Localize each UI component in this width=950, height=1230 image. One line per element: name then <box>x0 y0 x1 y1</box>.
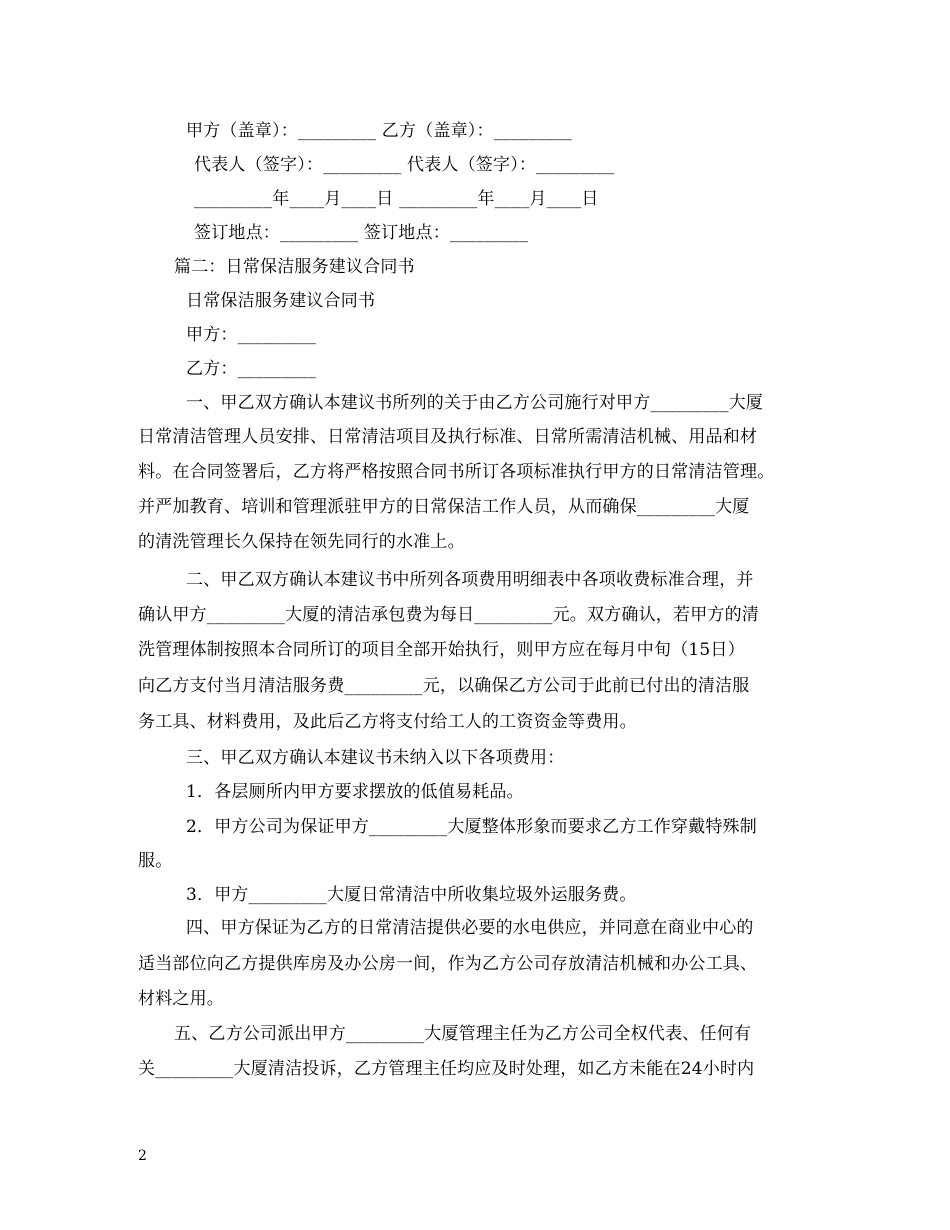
body-line: 二、甲乙双方确认本建议书中所列各项费用明细表中各项收费标准合理，并 <box>186 570 754 590</box>
signature-line-3: _________年____月____日 _________年____月____日 <box>194 189 599 209</box>
body-line: 的清洗管理长久保持在领先同行的水准上。 <box>138 532 465 552</box>
signature-line-1: 甲方（盖章）：_________ 乙方（盖章）：_________ <box>186 121 573 141</box>
body-line: 服。 <box>138 851 173 871</box>
body-line: 1．各层厕所内甲方要求摆放的低值易耗品。 <box>186 782 524 802</box>
body-line: 一、甲乙双方确认本建议书所列的关于由乙方公司施行对甲方_________大厦 <box>186 393 764 413</box>
body-line: 确认甲方_________大厦的清洁承包费为每日_________元。双方确认，若甲方的清 <box>138 605 759 625</box>
body-line: 并严加教育、培训和管理派驻甲方的日常保洁工作人员，从而确保_________大厦 <box>138 497 750 517</box>
body-line: 关_________大厦清洁投诉，乙方管理主任均应及时处理，如乙方未能在24小时内 <box>138 1059 755 1079</box>
body-line: 2．甲方公司为保证甲方_________大厦整体形象而要求乙方工作穿戴特殊制 <box>186 817 757 837</box>
body-line: 四、甲方保证为乙方的日常清洁提供必要的水电供应，并同意在商业中心的 <box>186 918 754 938</box>
page-number: 2 <box>138 1148 147 1164</box>
body-line: 日常清洁管理人员安排、日常清洁项目及执行标准、日常所需清洁机械、用品和材 <box>138 427 758 447</box>
section-heading: 篇二：日常保洁服务建议合同书 <box>174 257 415 277</box>
signature-line-4: 签订地点：_________ 签订地点：_________ <box>194 223 529 243</box>
body-line: 3．甲方_________大厦日常清洁中所收集垃圾外运服务费。 <box>186 885 637 905</box>
signature-line-2: 代表人（签字）：_________ 代表人（签字）：_________ <box>194 155 615 175</box>
body-line: 材料之用。 <box>138 989 224 1009</box>
body-line: 料。在合同签署后，乙方将严格按照合同书所订各项标准执行甲方的日常清洁管理。 <box>138 462 775 482</box>
party-b-line: 乙方：_________ <box>186 359 316 379</box>
body-line: 洗管理体制按照本合同所订的项目全部开始执行，则甲方应在每月中旬（15日） <box>138 640 745 660</box>
body-line: 适当部位向乙方提供库房及办公房一间，作为乙方公司存放清洁机械和办公工具、 <box>138 954 758 974</box>
body-line: 三、甲乙双方确认本建议书未纳入以下各项费用： <box>186 748 565 768</box>
body-line: 向乙方支付当月清洁服务费_________元，以确保乙方公司于此前已付出的清洁服 <box>138 676 750 696</box>
body-line: 务工具、材料费用，及此后乙方将支付给工人的工资资金等费用。 <box>138 712 637 732</box>
body-line: 五、乙方公司派出甲方_________大厦管理主任为乙方公司全权代表、任何有 <box>174 1024 752 1044</box>
party-a-line: 甲方：_________ <box>186 325 316 345</box>
document-title: 日常保洁服务建议合同书 <box>186 291 376 311</box>
